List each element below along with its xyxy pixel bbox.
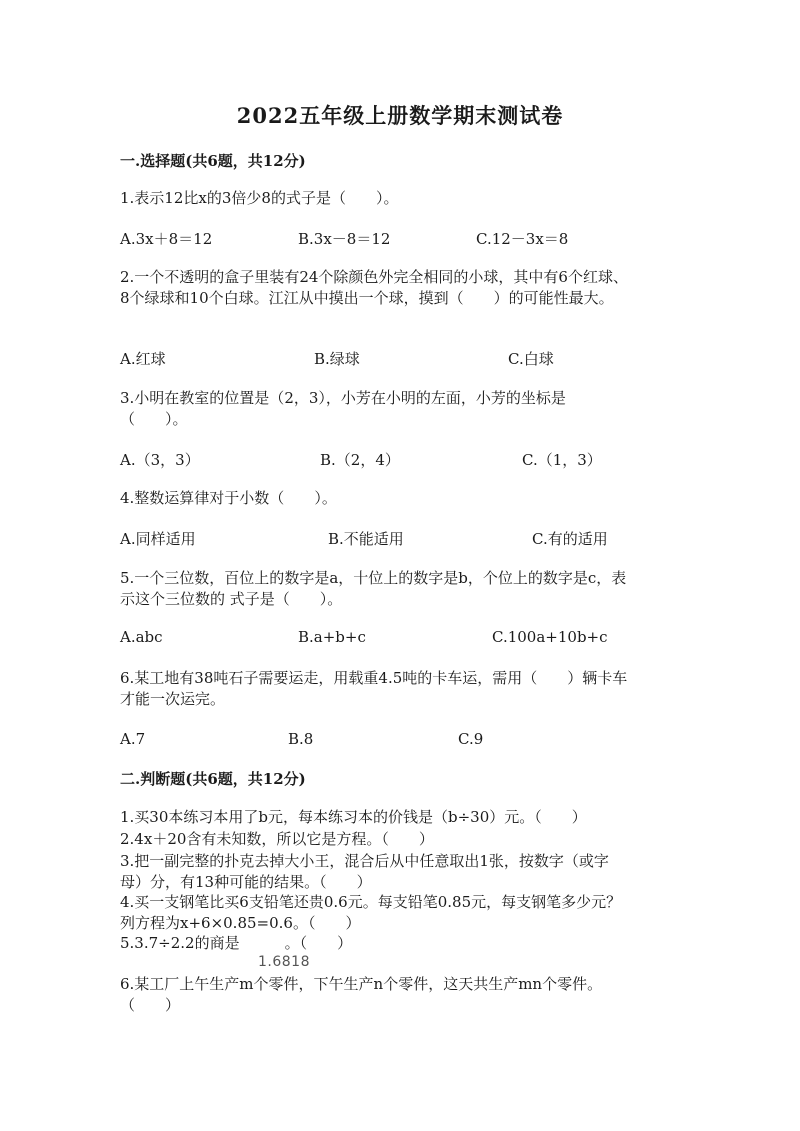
judge-question-2: 2.4x＋20含有未知数，所以它是方程。（ ） [120,830,434,848]
question-5-options [120,628,720,648]
question-4-text: 4.整数运算律对于小数（ ）。 [120,489,337,507]
question-2-options [120,348,720,368]
option-a: A.7 [120,730,146,748]
option-c: C.12－3x＝8 [476,230,569,248]
option-c: C.100a+10b+c [492,628,608,646]
option-a: A.红球 [120,350,166,368]
option-c: C.白球 [508,350,554,368]
option-b: B.8 [288,730,314,748]
question-6-options [120,730,720,750]
option-a: A.（3，3） [120,451,200,469]
judge-question-3-line1: 3.把一副完整的扑克去掉大小王，混合后从中任意取出1张，按数字（或字 [120,852,609,870]
question-1-options [120,228,720,248]
option-a: A.abc [120,628,163,646]
question-3-options [120,449,720,469]
judge-question-3-line2: 母）分，有13种可能的结果。（ ） [120,873,372,891]
option-c: C.9 [458,730,484,748]
page-title: 2022五年级上册数学期末测试卷 [236,103,564,128]
option-b: B.3x－8＝12 [298,230,391,248]
question-6-line2: 才能一次运完。 [120,690,226,708]
option-a: A.同样适用 [120,530,196,548]
question-2-line1: 2.一个不透明的盒子里装有24个除颜色外完全相同的小球，其中有6个红球、 [120,268,628,286]
option-a: A.3x＋8＝12 [120,230,213,248]
judge-question-1: 1.买30本练习本用了b元，每本练习本的价钱是（b÷30）元。（ ） [120,808,587,826]
question-3-line1: 3.小明在教室的位置是（2，3），小芳在小明的左面，小芳的坐标是 [120,389,566,407]
option-b: B.a+b+c [298,628,366,646]
option-b: B.绿球 [314,350,360,368]
option-b: B.不能适用 [328,530,404,548]
question-6-line1: 6.某工地有38吨石子需要运走，用载重4.5吨的卡车运，需用（ ）辆卡车 [120,669,628,687]
question-4-options [120,528,720,548]
judge-question-6-line1: 6.某工厂上午生产m个零件，下午生产n个零件，这天共生产mn个零件。 [120,975,603,993]
handwritten-answer: 1.6818 [258,954,310,970]
option-c: C.（1，3） [522,451,602,469]
judge-question-6-line2: （ ） [120,996,181,1014]
question-2-line2: 8个绿球和10个白球。江江从中摸出一个球，摸到（ ）的可能性最大。 [120,289,614,307]
option-b: B.（2，4） [320,451,400,469]
question-3-line2: （ ）。 [120,410,188,428]
question-1-text: 1.表示12比x的3倍少8的式子是（ ）。 [120,189,399,207]
judge-question-5: 5.3.7÷2.2的商是 。（ ） [120,934,353,952]
question-5-line2: 示这个三位数的 式子是（ ）。 [120,590,343,608]
question-5-line1: 5.一个三位数，百位上的数字是a，十位上的数字是b，个位上的数字是c，表 [120,569,627,587]
judge-question-4-line1: 4.买一支钢笔比买6支铅笔还贵0.6元。每支铅笔0.85元，每支钢笔多少元？ [120,893,622,911]
section-heading-choice: 一.选择题(共6题，共12分) [120,152,306,170]
option-c: C.有的适用 [532,530,608,548]
section-heading-true-false: 二.判断题(共6题，共12分) [120,770,306,788]
judge-question-4-line2: 列方程为x+6×0.85=0.6。（ ） [120,914,361,932]
